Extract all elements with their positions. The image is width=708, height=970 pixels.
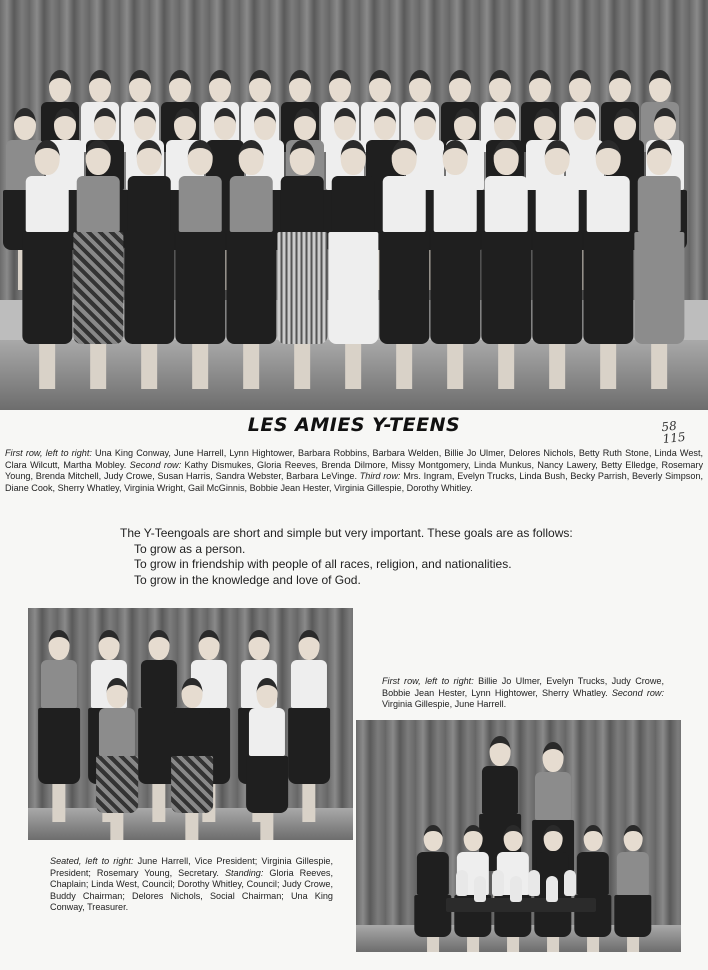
person-head xyxy=(341,140,366,175)
second-row-names: Kathy Dismukes, Gloria Reeves, Brenda Dilmore, Missy Montgomery, Linda Munkus, Nancy Lawery, Betty Elledge, Rosemary Young, Brenda Mitchell, Judy Crowe, Susan Harris, Sandra Webster, Barbara LeVinge. xyxy=(5,459,703,482)
person-torso xyxy=(485,176,528,232)
person-skirt xyxy=(482,232,531,344)
person-head xyxy=(107,678,128,708)
handwritten-number: 115 xyxy=(661,429,687,447)
person-head xyxy=(35,140,60,175)
person-head xyxy=(543,742,564,772)
person-legs xyxy=(110,813,123,840)
person-legs xyxy=(244,344,260,389)
person-legs xyxy=(467,937,479,952)
officers-caption xyxy=(50,856,333,914)
person-head xyxy=(54,108,76,140)
person-head xyxy=(414,108,436,140)
person-head xyxy=(99,630,120,660)
person-skirt xyxy=(38,708,80,784)
person-head xyxy=(94,108,116,140)
person-head xyxy=(490,736,511,766)
person-legs xyxy=(507,937,519,952)
person-head xyxy=(14,108,36,140)
doll xyxy=(474,876,486,902)
person-figure xyxy=(535,140,580,364)
person-head xyxy=(464,825,483,851)
person-head xyxy=(149,630,170,660)
person-torso xyxy=(577,852,609,895)
person-legs xyxy=(142,344,158,389)
person-head xyxy=(647,140,672,175)
person-head xyxy=(494,108,516,140)
person-head xyxy=(188,140,213,175)
group-photo xyxy=(0,0,708,410)
person-skirt xyxy=(96,756,138,813)
person-head xyxy=(534,108,556,140)
person-head xyxy=(584,825,603,851)
person-head xyxy=(182,678,203,708)
person-torso xyxy=(174,708,210,756)
second-row-label: Second row: xyxy=(611,687,664,698)
person-head xyxy=(254,108,276,140)
person-head xyxy=(249,630,270,660)
person-head xyxy=(86,140,111,175)
first-row-label: First row, left to right: xyxy=(382,676,474,686)
person-skirt xyxy=(635,232,684,344)
doll xyxy=(492,870,504,896)
person-head xyxy=(624,825,643,851)
person-legs xyxy=(302,784,315,822)
person-head xyxy=(257,678,278,708)
person-head xyxy=(174,108,196,140)
person-figure xyxy=(25,140,70,364)
person-torso xyxy=(587,176,630,232)
person-head xyxy=(609,70,631,102)
person-head xyxy=(299,630,320,660)
person-figure xyxy=(127,140,172,364)
goals-intro: The Y-Teengoals are short and simple but very important. These goals are as follows: xyxy=(120,526,573,540)
person-head xyxy=(329,70,351,102)
person-figure xyxy=(248,678,286,840)
person-legs xyxy=(346,344,362,389)
person-head xyxy=(654,108,676,140)
handwritten-note xyxy=(661,419,686,445)
person-legs xyxy=(547,937,559,952)
person-head xyxy=(489,70,511,102)
person-torso xyxy=(383,176,426,232)
person-legs xyxy=(40,344,56,389)
person-torso xyxy=(128,176,171,232)
person-head xyxy=(137,140,162,175)
person-legs xyxy=(550,344,566,389)
second-row-label: Second row: xyxy=(129,459,182,470)
goal-item: To grow in the knowledge and love of God. xyxy=(134,572,361,587)
doll xyxy=(456,870,468,896)
person-head xyxy=(409,70,431,102)
person-head xyxy=(169,70,191,102)
first-row-names: Billie Jo Ulmer, Evelyn Trucks, Judy Crowe, Bobbie Jean Hester, Lynn Hightower, Sherry Whatley. xyxy=(382,676,664,698)
person-legs xyxy=(448,344,464,389)
person-skirt xyxy=(171,756,213,813)
person-legs xyxy=(91,344,107,389)
person-legs xyxy=(52,784,65,822)
person-skirt xyxy=(278,232,327,344)
person-head xyxy=(334,108,356,140)
person-head xyxy=(392,140,417,175)
person-figure xyxy=(586,140,631,364)
person-legs xyxy=(627,937,639,952)
person-skirt xyxy=(431,232,480,344)
person-figure xyxy=(331,140,376,364)
person-figure xyxy=(173,678,211,840)
person-head xyxy=(89,70,111,102)
person-torso xyxy=(281,176,324,232)
person-head xyxy=(504,825,523,851)
person-legs xyxy=(260,813,273,840)
person-legs xyxy=(652,344,668,389)
person-head xyxy=(134,108,156,140)
person-figure xyxy=(484,140,529,364)
goal-item: To grow in friendship with people of all races, religion, and nationalities. xyxy=(134,557,512,571)
person-torso xyxy=(434,176,477,232)
person-head xyxy=(289,70,311,102)
person-head xyxy=(294,108,316,140)
handwritten-number: 58 xyxy=(660,418,678,435)
person-figure xyxy=(178,140,223,364)
person-legs xyxy=(397,344,413,389)
main-photo-caption xyxy=(5,448,703,494)
person-figure xyxy=(290,630,328,820)
third-row-label: Third row: xyxy=(359,471,401,482)
officers-photo xyxy=(28,608,353,840)
person-figure xyxy=(280,140,325,364)
person-torso xyxy=(617,852,649,895)
person-skirt xyxy=(329,232,378,344)
person-skirt xyxy=(23,232,72,344)
person-head xyxy=(449,70,471,102)
person-head xyxy=(49,70,71,102)
second-row-names: Virginia Gillespie, June Harrell. xyxy=(382,699,507,710)
person-figure xyxy=(576,825,610,952)
person-figure xyxy=(433,140,478,364)
person-torso xyxy=(41,660,77,708)
person-head xyxy=(239,140,264,175)
standing-names: Gloria Reeves, Chaplain; Linda West, Council; Dorothy Whitley, Council; Judy Crowe, Buddy Chairman; Delores Nichols, Social Chairman; Una King Conway, Treasurer. xyxy=(50,867,333,913)
third-row-names: Mrs. Ingram, Evelyn Trucks, Linda Bush, Becky Parrish, Beverly Simpson, Diane Cook, Sherry Whatley, Virginia Wright, Gail McGinnis, Bobbie Jean Hester, Virginia Gillespie, Dorothy Whitley. xyxy=(5,471,703,493)
person-head xyxy=(545,140,570,175)
person-head xyxy=(614,108,636,140)
person-skirt xyxy=(584,232,633,344)
person-skirt xyxy=(380,232,429,344)
person-torso xyxy=(638,176,681,232)
seated-label: Seated, left to right: xyxy=(50,856,134,866)
person-torso xyxy=(141,660,177,708)
person-torso xyxy=(417,852,449,895)
goals-text xyxy=(120,526,620,588)
seated-names: June Harrell, Vice President; Virginia Gillespie, President; Rosemary Young, Secretary. xyxy=(50,856,333,878)
person-figure xyxy=(229,140,274,364)
person-legs xyxy=(499,344,515,389)
doll xyxy=(546,876,558,902)
person-legs xyxy=(427,937,439,952)
person-head xyxy=(290,140,315,175)
person-skirt xyxy=(227,232,276,344)
person-head xyxy=(596,140,621,175)
person-figure xyxy=(382,140,427,364)
dolls-photo xyxy=(356,720,681,952)
doll xyxy=(528,870,540,896)
person-figure xyxy=(76,140,121,364)
person-head xyxy=(443,140,468,175)
person-legs xyxy=(587,937,599,952)
person-head xyxy=(454,108,476,140)
person-head xyxy=(374,108,396,140)
person-figure xyxy=(616,825,650,952)
person-head xyxy=(544,825,563,851)
person-head xyxy=(529,70,551,102)
person-head xyxy=(569,70,591,102)
person-figure xyxy=(416,825,450,952)
person-torso xyxy=(99,708,135,756)
doll xyxy=(510,876,522,902)
person-torso xyxy=(230,176,273,232)
person-torso xyxy=(291,660,327,708)
person-torso xyxy=(332,176,375,232)
person-torso xyxy=(26,176,69,232)
person-head xyxy=(214,108,236,140)
person-figure xyxy=(98,678,136,840)
person-head xyxy=(649,70,671,102)
person-head xyxy=(129,70,151,102)
person-legs xyxy=(601,344,617,389)
person-torso xyxy=(536,176,579,232)
person-skirt xyxy=(125,232,174,344)
person-legs xyxy=(193,344,209,389)
person-torso xyxy=(535,772,571,820)
first-row-label: First row, left to right: xyxy=(5,448,92,458)
person-torso xyxy=(482,766,518,814)
person-head xyxy=(199,630,220,660)
person-figure xyxy=(637,140,682,364)
person-torso xyxy=(249,708,285,756)
person-skirt xyxy=(176,232,225,344)
person-legs xyxy=(152,784,165,822)
person-head xyxy=(424,825,443,851)
person-legs xyxy=(185,813,198,840)
person-head xyxy=(209,70,231,102)
person-legs xyxy=(295,344,311,389)
person-head xyxy=(249,70,271,102)
person-head xyxy=(574,108,596,140)
person-head xyxy=(49,630,70,660)
person-skirt xyxy=(74,232,123,344)
doll xyxy=(564,870,576,896)
person-head xyxy=(494,140,519,175)
person-figure xyxy=(40,630,78,820)
standing-label: Standing: xyxy=(224,867,264,878)
person-skirt xyxy=(246,756,288,813)
page-title: LES AMIES Y-TEENS xyxy=(247,414,461,436)
person-skirt xyxy=(288,708,330,784)
person-skirt xyxy=(614,895,651,938)
first-row-names: Una King Conway, June Harrell, Lynn Hightower, Barbara Robbins, Barbara Welden, Billie Jo Ulmer, Delores Nichols, Betty Ruth Stone, Linda West, Clara Wilcutt, Martha Mobley. xyxy=(5,448,703,470)
goal-item: To grow as a person. xyxy=(134,541,246,556)
person-torso xyxy=(77,176,120,232)
person-head xyxy=(369,70,391,102)
dolls-caption xyxy=(382,676,664,711)
person-skirt xyxy=(533,232,582,344)
person-torso xyxy=(179,176,222,232)
